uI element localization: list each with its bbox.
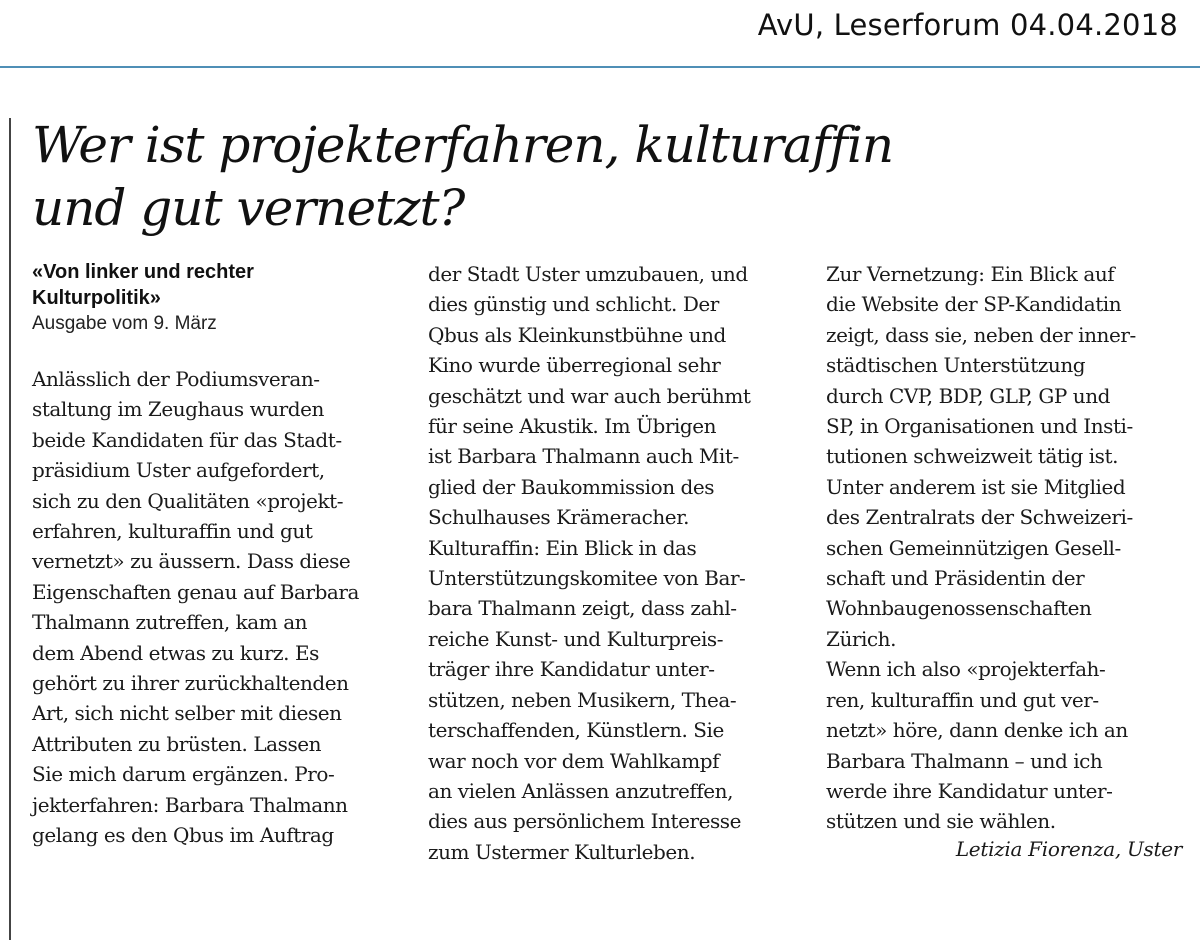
text-line: Wenn ich also «projekterfah- [826, 657, 1106, 682]
column-text [32, 364, 394, 851]
article-column-3 [826, 259, 1188, 837]
text-line: Kino wurde überregional sehr [428, 353, 721, 378]
text-line: ist Barbara Thalmann auch Mit- [428, 444, 739, 469]
text-line: Anlässlich der Podiumsveran- [32, 367, 320, 391]
text-line: zum Ustermer Kulturleben. [428, 839, 696, 864]
reference-title-line: Kulturpolitik» [32, 287, 161, 309]
text-line: SP, in Organisationen und Insti- [826, 414, 1133, 439]
text-line: Qbus als Kleinkunstbühne und [428, 322, 726, 347]
text-line: gehört zu ihrer zurückhaltenden [32, 671, 349, 696]
reference-title [32, 259, 394, 311]
text-line: jekterfahren: Barbara Thalmann [32, 792, 348, 817]
text-line: Unter anderem ist sie Mitglied [826, 474, 1126, 499]
source-line: AvU, Leserforum 04.04.2018 [757, 8, 1178, 42]
article-column-2 [428, 259, 790, 867]
text-line: Zürich. [826, 626, 897, 651]
text-line: Art, sich nicht selber mit diesen [32, 701, 342, 726]
text-line: stützen und sie wählen. [826, 809, 1056, 834]
reference-issue: Ausgabe vom 9. März [32, 313, 217, 334]
headline-line: Wer ist projekterfahren, kulturaffin [32, 116, 894, 174]
left-margin-rule [9, 118, 11, 940]
text-line: Wohnbaugenossenschaften [826, 596, 1092, 621]
text-line: dies aus persönlichem Interesse [428, 809, 741, 834]
text-line: die Website der SP-Kandidatin [826, 292, 1122, 317]
headline [32, 114, 1032, 240]
text-line: präsidium Uster aufgefordert, [32, 458, 325, 483]
text-line: staltung im Zeughaus wurden [32, 397, 324, 422]
text-line: glied der Baukommission des [428, 474, 715, 499]
text-line: städtischen Unterstützung [826, 353, 1086, 378]
text-line: Kulturaffin: Ein Blick in das [428, 535, 697, 560]
text-line: für seine Akustik. Im Übrigen [428, 414, 717, 439]
text-line: terschaffenden, Künstlern. Sie [428, 718, 724, 743]
text-line: Sie mich darum ergänzen. Pro- [32, 762, 335, 787]
reference-title-line: «Von linker und rechter [32, 261, 254, 283]
text-line: beide Kandidaten für das Stadt- [32, 427, 342, 452]
text-line: tutionen schweizweit tätig ist. [826, 444, 1118, 469]
text-line: vernetzt» zu äussern. Dass diese [32, 549, 351, 574]
article-column-1 [32, 259, 394, 851]
text-line: netzt» höre, dann denke ich an [826, 718, 1128, 743]
text-line: Attributen zu brüsten. Lassen [32, 731, 322, 756]
text-line: war noch vor dem Wahlkampf [428, 748, 720, 773]
column-text [826, 259, 1188, 837]
text-line: Barbara Thalmann – und ich [826, 748, 1103, 773]
text-line: ren, kulturaffin und gut ver- [826, 687, 1099, 712]
text-line: der Stadt Uster umzubauen, und [428, 262, 748, 286]
text-line: geschätzt und war auch berühmt [428, 383, 751, 408]
text-line: schen Gemeinnützigen Gesell- [826, 535, 1121, 560]
text-line: an vielen Anlässen anzutreffen, [428, 778, 733, 803]
text-line: werde ihre Kandidatur unter- [826, 778, 1113, 803]
author-signature: Letizia Fiorenza, Uster [955, 837, 1182, 861]
text-line: zeigt, dass sie, neben der inner- [826, 322, 1136, 347]
text-line: Thalmann zutreffen, kam an [32, 610, 308, 635]
text-line: dem Abend etwas zu kurz. Es [32, 640, 319, 665]
headline-line: und gut vernetzt? [32, 179, 465, 237]
text-line: stützen, neben Musikern, Thea- [428, 687, 737, 712]
column-text [428, 259, 790, 867]
text-line: Schulhauses Krämeracher. [428, 505, 690, 530]
text-line: bara Thalmann zeigt, dass zahl- [428, 596, 737, 621]
text-line: Zur Vernetzung: Ein Blick auf [826, 262, 1115, 286]
text-line: reiche Kunst- und Kulturpreis- [428, 626, 724, 651]
text-line: dies günstig und schlicht. Der [428, 292, 719, 317]
text-line: sich zu den Qualitäten «projekt- [32, 488, 344, 513]
text-line: Eigenschaften genau auf Barbara [32, 579, 359, 604]
text-line: träger ihre Kandidatur unter- [428, 657, 715, 682]
text-line: erfahren, kulturaffin und gut [32, 519, 313, 544]
text-line: schaft und Präsidentin der [826, 566, 1085, 591]
text-line: Unterstützungskomitee von Bar- [428, 566, 746, 591]
header-rule [0, 66, 1200, 68]
text-line: gelang es den Qbus im Auftrag [32, 823, 334, 848]
text-line: des Zentralrats der Schweizeri- [826, 505, 1133, 530]
text-line: durch CVP, BDP, GLP, GP und [826, 383, 1110, 408]
